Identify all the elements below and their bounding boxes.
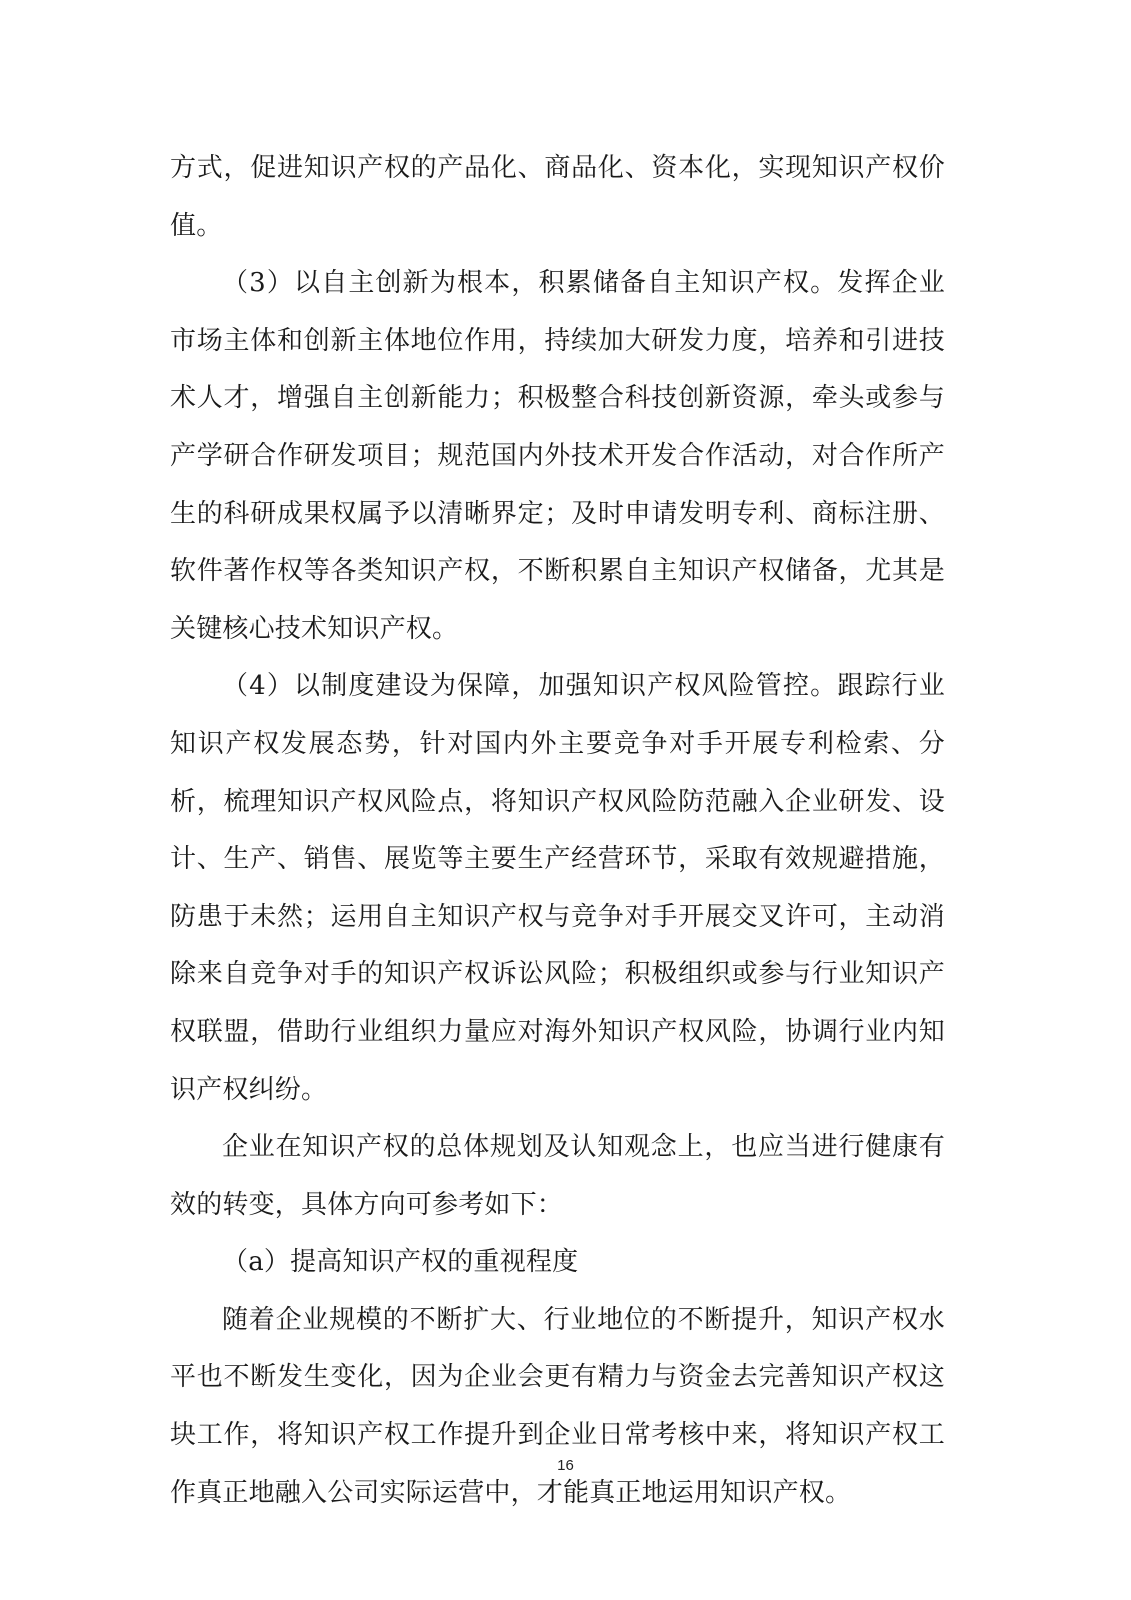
paragraph-1: 方式，促进知识产权的产品化、商品化、资本化，实现知识产权价值。 — [170, 153, 945, 241]
paragraph-4: 企业在知识产权的总体规划及认知观念上，也应当进行健康有效的转变，具体方向可参考如下： — [170, 1132, 945, 1220]
paragraph-6: 随着企业规模的不断扩大、行业地位的不断提升，知识产权水平也不断发生变化，因为企业会更有精力与资金去完善知识产权这块工作，将知识产权工作提升到企业日常考核中来，将知识产权工作真正地融入公司实际运营中，才能真正地运用知识产权。 — [170, 1304, 945, 1508]
page-number: 16 — [557, 1457, 574, 1474]
paragraph-3: （4）以制度建设为保障，加强知识产权风险管控。跟踪行业知识产权发展态势，针对国内外主要竞争对手开展专利检索、分析，梳理知识产权风险点，将知识产权风险防范融入企业研发、设计、生产、销售、展览等主要生产经营环节，采取有效规避措施，防患于未然；运用自主知识产权与竞争对手开展交叉许可，主动消除来自竞争对手的知识产权诉讼风险；积极组织或参与行业知识产权联盟，借助行业组织力量应对海外知识产权风险，协调行业内知识产权纠纷。 — [170, 671, 945, 1105]
paragraph-5: （a）提高知识产权的重视程度 — [222, 1247, 579, 1278]
body-text — [170, 140, 945, 1522]
paragraph-2: （3）以自主创新为根本，积累储备自主知识产权。发挥企业市场主体和创新主体地位作用，持续加大研发力度，培养和引进技术人才，增强自主创新能力；积极整合科技创新资源，牵头或参与产学研合作研发项目；规范国内外技术开发合作活动，对合作所产生的科研成果权属予以清晰界定；及时申请发明专利、商标注册、软件著作权等各类知识产权，不断积累自主知识产权储备，尤其是关键核心技术知识产权。 — [170, 268, 945, 644]
